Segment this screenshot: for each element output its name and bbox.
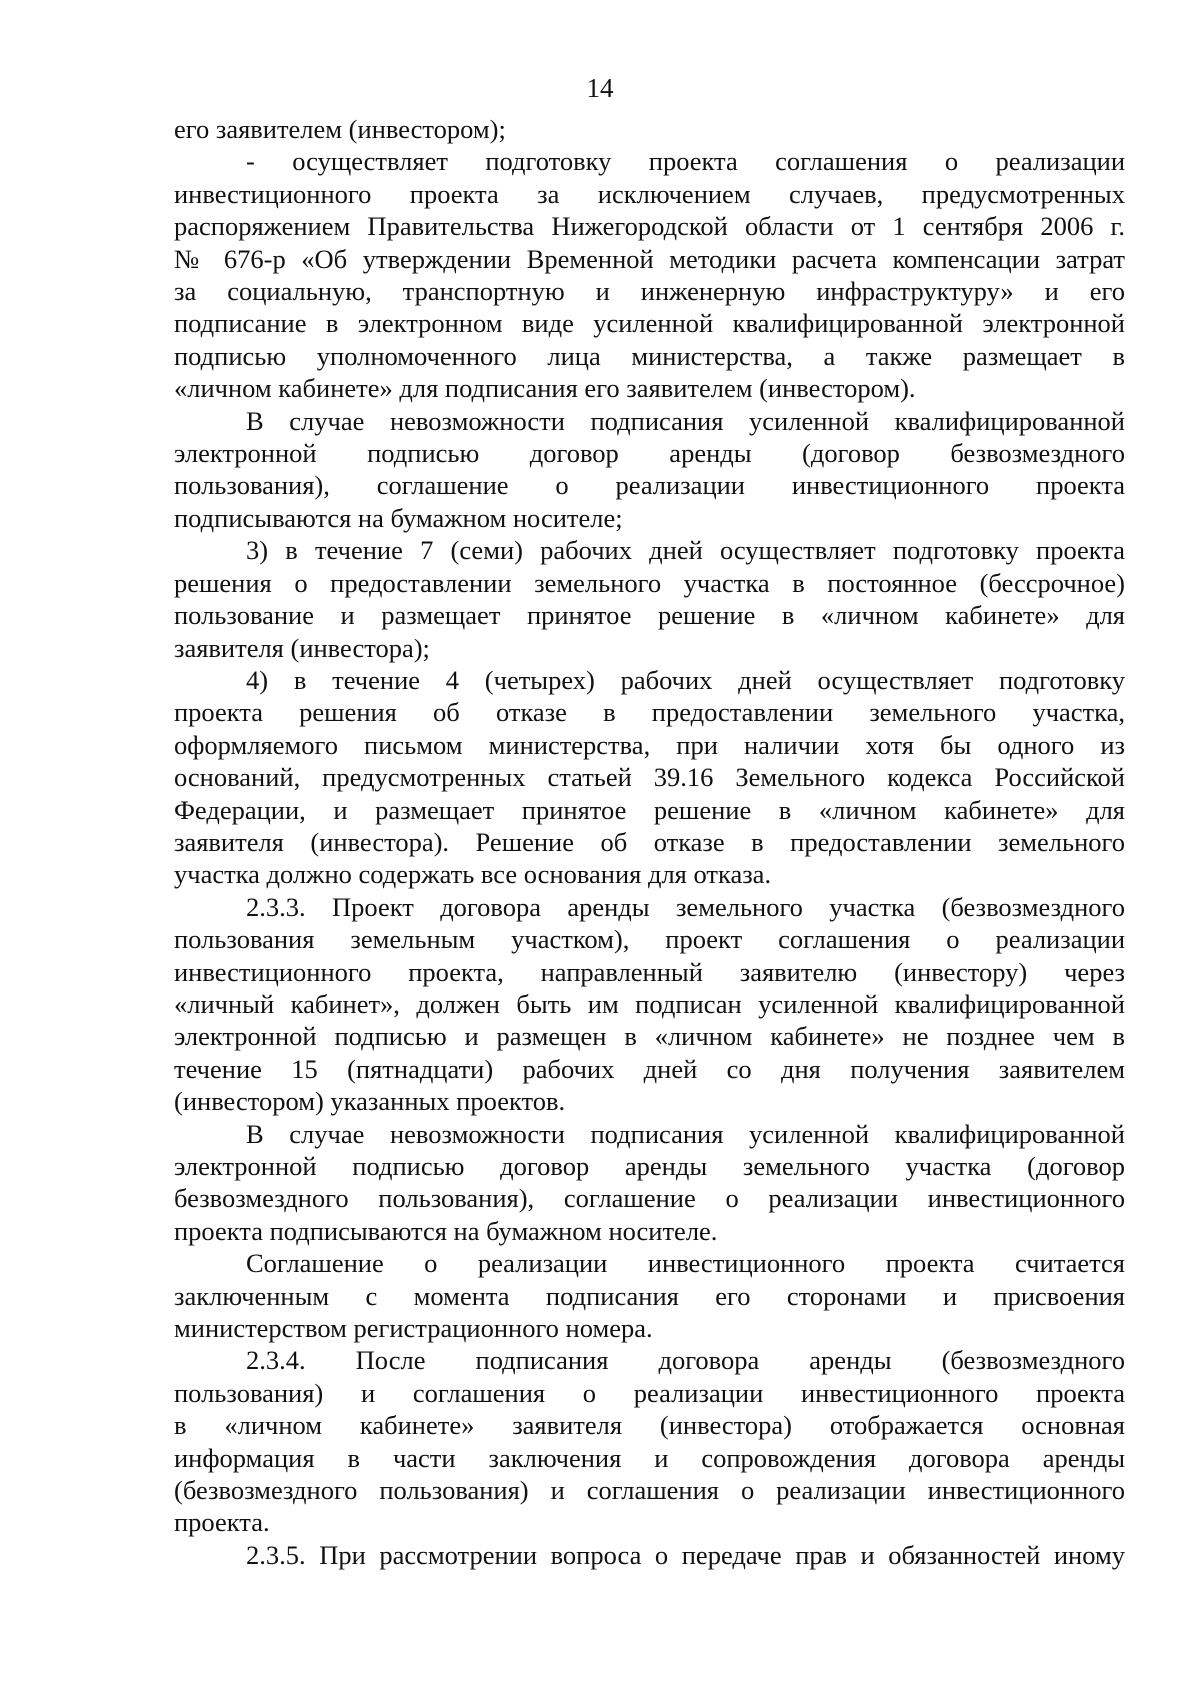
text-line: 2.3.3. Проект договора аренды земельного участка (безвозмездного — [246, 891, 1125, 922]
text-line: Соглашение о реализации инвестиционного проекта считается — [246, 1248, 1125, 1279]
text-line: электронной подписью договор аренды (договор безвозмездного — [174, 438, 1125, 469]
text-line: его заявителем (инвестором); — [174, 114, 506, 144]
text-line: пользование и размещает принятое решение в «личном кабинете» для — [174, 600, 1125, 631]
text-line: инвестиционного проекта, направленный заявителю (инвестору) через — [174, 956, 1125, 987]
text-line: 4) в течение 4 (четырех) рабочих дней осуществляет подготовку — [246, 664, 1125, 695]
text-line: подписываются на бумажном носителе; — [174, 502, 623, 533]
text-line: информация в части заключения и сопровождения договора аренды — [174, 1442, 1125, 1473]
text-line: - осуществляет подготовку проекта соглашения о реализации — [246, 146, 1125, 177]
text-line: инвестиционного проекта за исключением случаев, предусмотренных — [174, 178, 1125, 209]
text-line: заявителя (инвестора); — [174, 632, 430, 663]
text-line: «личном кабинете» для подписания его заявителем (инвестором). — [174, 373, 916, 404]
text-line: (безвозмездного пользования) и соглашения о реализации инвестиционного — [174, 1475, 1125, 1506]
text-line: В случае невозможности подписания усиленной квалифицированной — [246, 405, 1125, 436]
text-line: распоряжением Правительства Нижегородской области от 1 сентября 2006 г. — [174, 211, 1125, 242]
text-line: подписание в электронном виде усиленной квалифицированной электронной — [174, 308, 1125, 339]
text-line: в «личном кабинете» заявителя (инвестора) отображается основная — [174, 1410, 1125, 1441]
text-line: электронной подписью и размещен в «личном кабинете» не позднее чем в — [174, 1021, 1125, 1052]
text-line: Федерации, и размещает принятое решение в «личном кабинете» для — [174, 794, 1125, 825]
text-line: пользования) и соглашения о реализации инвестиционного проекта — [174, 1377, 1125, 1408]
text-line: за социальную, транспортную и инженерную инфраструктуру» и его — [174, 276, 1125, 307]
text-line: заявителя (инвестора). Решение об отказе в предоставлении земельного — [174, 826, 1125, 857]
text-line: 3) в течение 7 (семи) рабочих дней осуществляет подготовку проекта — [246, 535, 1125, 566]
text-line: безвозмездного пользования), соглашение о реализации инвестиционного — [174, 1183, 1125, 1214]
document-body — [174, 113, 1125, 1571]
page-number: 14 — [586, 73, 614, 103]
text-line: решения о предоставлении земельного участка в постоянное (бессрочное) — [174, 567, 1125, 598]
text-line: течение 15 (пятнадцати) рабочих дней со дня получения заявителем — [174, 1053, 1125, 1084]
text-line: министерством регистрационного номера. — [174, 1313, 653, 1344]
text-line: № 676-р «Об утверждении Временной методики расчета компенсации затрат — [174, 243, 1125, 274]
text-line: В случае невозможности подписания усиленной квалифицированной — [246, 1118, 1125, 1149]
text-line: проекта решения об отказе в предоставлении земельного участка, — [174, 697, 1125, 728]
text-line: оформляемого письмом министерства, при наличии хотя бы одного из — [174, 729, 1125, 760]
text-line: пользования земельным участком), проект соглашения о реализации — [174, 924, 1125, 955]
text-line: заключенным с момента подписания его сторонами и присвоения — [174, 1280, 1125, 1311]
text-line: участка должно содержать все основания для отказа. — [174, 859, 772, 890]
text-line: 2.3.4. После подписания договора аренды (безвозмездного — [246, 1345, 1125, 1376]
text-line: оснований, предусмотренных статьей 39.16 Земельного кодекса Российской — [174, 762, 1125, 793]
text-line: 2.3.5. При рассмотрении вопроса о передаче прав и обязанностей иному — [246, 1539, 1125, 1570]
text-line: электронной подписью договор аренды земельного участка (договор — [174, 1151, 1125, 1181]
text-line: «личный кабинет», должен быть им подписан усиленной квалифицированной — [174, 988, 1125, 1019]
text-line: пользования), соглашение о реализации инвестиционного проекта — [174, 470, 1125, 501]
text-line: (инвестором) указанных проектов. — [174, 1086, 566, 1117]
text-line: подписью уполномоченного лица министерства, а также размещает в — [174, 340, 1125, 371]
text-line: проекта. — [174, 1507, 270, 1538]
text-line: проекта подписываются на бумажном носителе. — [174, 1215, 718, 1246]
